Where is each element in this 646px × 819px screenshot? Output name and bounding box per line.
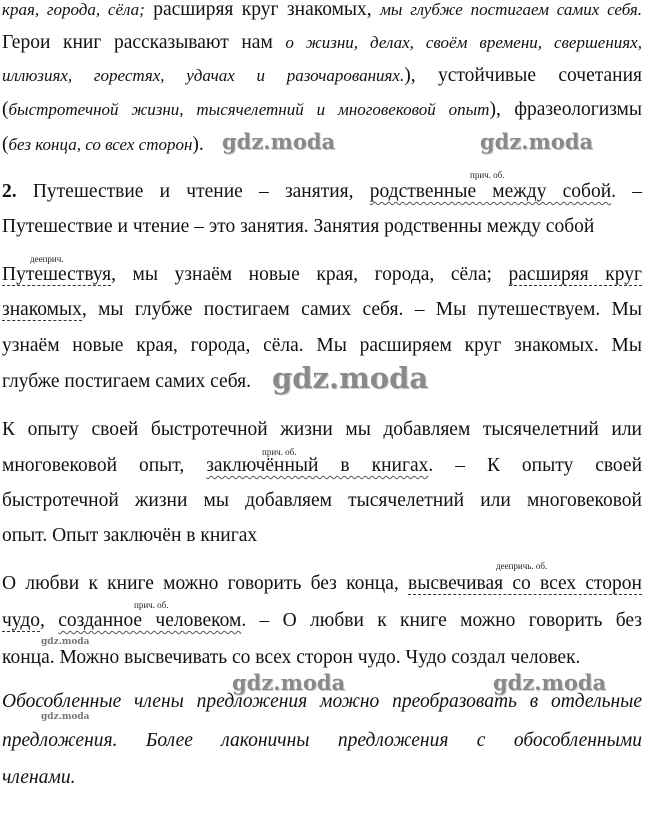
p1-italic-4: иллюзиях, горестях, удачах и разочарованиях. xyxy=(2,66,405,85)
gerund-phrase-1: расширяя круг xyxy=(508,264,642,285)
watermark-small-2: gdz.moda xyxy=(41,712,90,722)
p4-line-1 xyxy=(2,572,642,596)
gerund-phrase-1-end: знакомых xyxy=(2,299,82,320)
p1-paren-close: ). xyxy=(192,134,204,155)
p1-line-1 xyxy=(2,0,642,22)
p5-text-3: членами. xyxy=(2,767,76,788)
note-prich-ob-3: прич. об. xyxy=(134,600,169,610)
note-prich-ob-2: прич. об. xyxy=(262,447,297,457)
p1-italic-3: о жизни, делах, своём времени, свершениях, xyxy=(285,33,642,52)
task-number: 2. xyxy=(2,181,17,202)
p4-text-1a: О любви к книге можно говорить без конца, xyxy=(2,573,409,594)
p1-text-1: расширяя круг знакомых, xyxy=(144,0,381,20)
p1-text-4: ), фразеологизмы xyxy=(489,99,642,120)
p3-text-4: опыт. Опыт заключён в книгах xyxy=(2,525,258,546)
p1-italic-1: края, города, сёла; xyxy=(2,0,145,19)
p4-text-3: конца. Можно высвечивать со всех сторон чудо. Чудо создал человек. xyxy=(2,647,581,668)
note-prich-ob-1: прич. об. xyxy=(470,170,505,180)
p3-line-3 xyxy=(2,489,642,513)
p2-line-1 xyxy=(2,180,642,204)
watermark-5: gdz.moda xyxy=(493,670,607,695)
p1-line-4 xyxy=(2,98,642,122)
p2-text-2: Путешествие и чтение – это занятия. Занятия родственны между собой xyxy=(2,216,595,237)
p5-line-2 xyxy=(2,729,642,753)
p1-text-3: ), устойчивые сочетания xyxy=(404,65,642,86)
p1-paren-open-2: ( xyxy=(2,134,9,155)
p1-line-3 xyxy=(2,64,642,88)
p4-line-3 xyxy=(2,646,642,670)
gerund-1: Путешествуя xyxy=(2,264,112,285)
watermark-3: gdz.moda xyxy=(272,361,429,395)
p1-italic-6: без конца, со всех сторон xyxy=(8,135,193,154)
p1-paren-open: ( xyxy=(2,99,9,120)
p2-text-5: узнаём новые края, города, сёла. Мы расширяем круг знакомых. Мы xyxy=(2,335,642,356)
p5-line-3 xyxy=(2,766,642,790)
p3-line-4 xyxy=(2,524,642,548)
p5-text-2: предложения. Более лаконичны предложения с обособленными xyxy=(2,730,642,751)
p4-text-2d: . – О любви к книге можно говорить без xyxy=(241,610,642,631)
p1-line-2 xyxy=(2,31,642,55)
watermark-small-1: gdz.moda xyxy=(41,637,90,647)
p5-text-1: Обособленные члены предложения можно преобразовать в отдельные xyxy=(2,691,642,712)
watermark-1: gdz.moda xyxy=(222,129,336,154)
p1-italic-2: мы глубже постигаем самих себя. xyxy=(380,0,642,19)
p3-line-1 xyxy=(2,418,642,442)
watermark-2: gdz.moda xyxy=(480,129,594,154)
p3-text-2a: многовековой опыт, xyxy=(2,455,207,476)
gerund-phrase-2-end: чудо xyxy=(2,610,41,631)
p2-line-3 xyxy=(2,263,642,287)
gerund-phrase-2: высвечивая со всех сторон xyxy=(408,573,642,594)
p2-text-3b: , мы узнаём новые края, города, сёла; xyxy=(111,264,509,285)
note-deeprich-1: дееприч. xyxy=(30,254,64,264)
p4-line-2 xyxy=(2,609,642,633)
p2-line-5 xyxy=(2,334,642,358)
watermark-4: gdz.moda xyxy=(232,670,346,695)
p4-comma: , xyxy=(40,610,59,631)
note-deeprich-ob: деепричь. об. xyxy=(496,561,548,571)
p2-text-1c: . – xyxy=(611,181,642,202)
p3-line-2 xyxy=(2,454,642,478)
participle-phrase-1: родственные между собой xyxy=(369,181,612,202)
p2-text-4b: , мы глубже постигаем самих себя. – Мы путешествуем. Мы xyxy=(81,299,642,320)
p3-text-1: К опыту своей быстротечной жизни мы добавляем тысячелетний или xyxy=(2,419,642,440)
participle-phrase-2: заключённый в книгах xyxy=(206,455,429,476)
p3-text-2c: . – К опыту своей xyxy=(428,455,643,476)
p3-text-3: быстротечной жизни мы добавляем тысячелетний или многовековой xyxy=(2,490,642,511)
participle-phrase-3: созданное человеком xyxy=(58,610,242,631)
p1-text-2: Герои книг рассказывают нам xyxy=(2,32,286,53)
p2-line-2 xyxy=(2,215,642,239)
p2-text-6: глубже постигаем самих себя. xyxy=(2,371,251,392)
p2-line-4 xyxy=(2,298,642,322)
p2-text-1a: Путешествие и чтение – занятия, xyxy=(16,181,370,202)
p1-italic-5: быстротечной жизни, тысячелетний и многовековой опыт xyxy=(8,100,490,119)
